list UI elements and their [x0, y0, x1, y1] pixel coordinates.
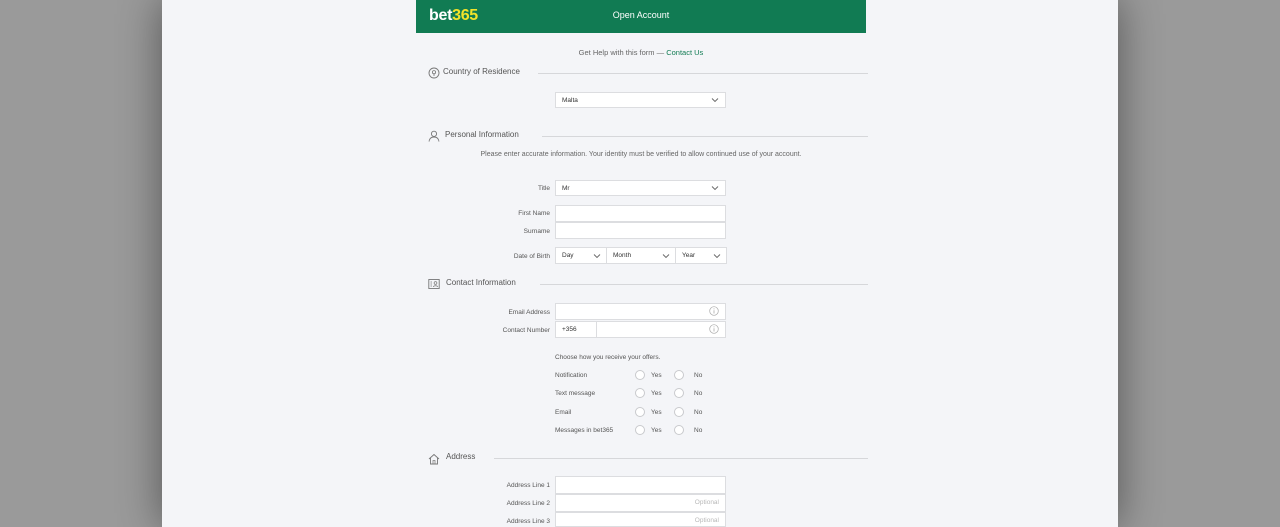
section-title-address: Address — [446, 452, 481, 461]
contact-us-link[interactable]: Contact Us — [666, 48, 704, 57]
yes-radio[interactable] — [635, 370, 645, 380]
divider — [542, 136, 868, 137]
address-line3-label: Address Line 3 — [506, 518, 550, 525]
yes-label: Yes — [651, 390, 662, 397]
address-line3-input[interactable] — [555, 512, 726, 527]
section-title-personal: Personal Information — [445, 130, 525, 139]
pref-row-notification — [555, 370, 755, 382]
user-icon — [428, 130, 440, 142]
phone-input[interactable] — [597, 322, 725, 337]
country-select[interactable]: Malta — [555, 92, 726, 108]
info-icon[interactable] — [709, 324, 719, 334]
section-title-contact: Contact Information — [446, 278, 522, 287]
first-name-input[interactable] — [555, 205, 726, 222]
dob-year-select[interactable]: Year — [675, 247, 727, 264]
phone-prefix[interactable]: +356 — [556, 322, 597, 338]
address-line2-input[interactable] — [555, 494, 726, 512]
no-radio[interactable] — [674, 407, 684, 417]
address-line1-label: Address Line 1 — [506, 482, 550, 489]
surname-label: Surname — [523, 228, 550, 235]
info-icon[interactable] — [709, 306, 719, 316]
email-input[interactable] — [555, 303, 726, 320]
optional-hint: Optional — [694, 517, 719, 524]
no-radio[interactable] — [674, 425, 684, 435]
yes-radio[interactable] — [635, 388, 645, 398]
pref-row-text-message — [555, 388, 755, 400]
identity-note: Please enter accurate information. Your identity must be verified to allow continued use of your account. — [480, 151, 802, 158]
title-select[interactable]: Mr — [555, 180, 726, 196]
no-label: No — [694, 390, 703, 397]
offers-heading: Choose how you receive your offers. — [555, 354, 661, 361]
first-name-label: First Name — [518, 210, 550, 217]
yes-label: Yes — [651, 372, 662, 379]
pref-label: Notification — [555, 372, 588, 379]
email-label: Email Address — [508, 309, 550, 316]
chevron-down-icon — [711, 96, 719, 104]
surname-input[interactable] — [555, 222, 726, 239]
optional-hint: Optional — [694, 499, 719, 506]
title-label: Title — [537, 185, 550, 192]
help-text: Get Help with this form — Contact Us — [578, 48, 704, 57]
yes-label: Yes — [651, 427, 662, 434]
divider — [494, 458, 868, 459]
section-country — [428, 66, 868, 80]
no-label: No — [694, 372, 703, 379]
yes-radio[interactable] — [635, 407, 645, 417]
yes-radio[interactable] — [635, 425, 645, 435]
chevron-down-icon — [711, 184, 719, 192]
section-contact — [428, 277, 868, 291]
no-radio[interactable] — [674, 388, 684, 398]
divider — [540, 284, 868, 285]
address-line2-label: Address Line 2 — [506, 500, 550, 507]
page-title: Open Account — [612, 10, 670, 20]
date-of-birth — [555, 247, 727, 264]
home-icon — [428, 453, 440, 465]
pref-label: Email — [555, 409, 572, 416]
contact-card-icon — [428, 278, 440, 290]
pref-label: Messages in bet365 — [555, 427, 614, 434]
open-account-form — [416, 0, 868, 527]
address-line1-input[interactable] — [555, 476, 726, 494]
chevron-down-icon — [713, 252, 721, 260]
divider — [538, 73, 868, 74]
dob-month-select[interactable]: Month — [606, 247, 676, 264]
location-icon — [428, 67, 440, 79]
chevron-down-icon — [593, 252, 601, 260]
chevron-down-icon — [662, 252, 670, 260]
section-personal — [428, 129, 868, 143]
no-label: No — [694, 409, 703, 416]
pref-row-messages — [555, 425, 755, 437]
header-bar — [416, 0, 866, 33]
section-title-country: Country of Residence — [443, 67, 526, 76]
dob-day-select[interactable]: Day — [555, 247, 607, 264]
phone-label: Contact Number — [502, 327, 550, 334]
pref-label: Text message — [555, 390, 596, 397]
dob-label: Date of Birth — [513, 253, 550, 260]
no-label: No — [694, 427, 703, 434]
section-address — [428, 451, 868, 465]
phone-field — [555, 321, 726, 338]
bet365-logo[interactable]: bet365 — [429, 7, 478, 24]
pref-row-email — [555, 407, 755, 419]
no-radio[interactable] — [674, 370, 684, 380]
yes-label: Yes — [651, 409, 662, 416]
